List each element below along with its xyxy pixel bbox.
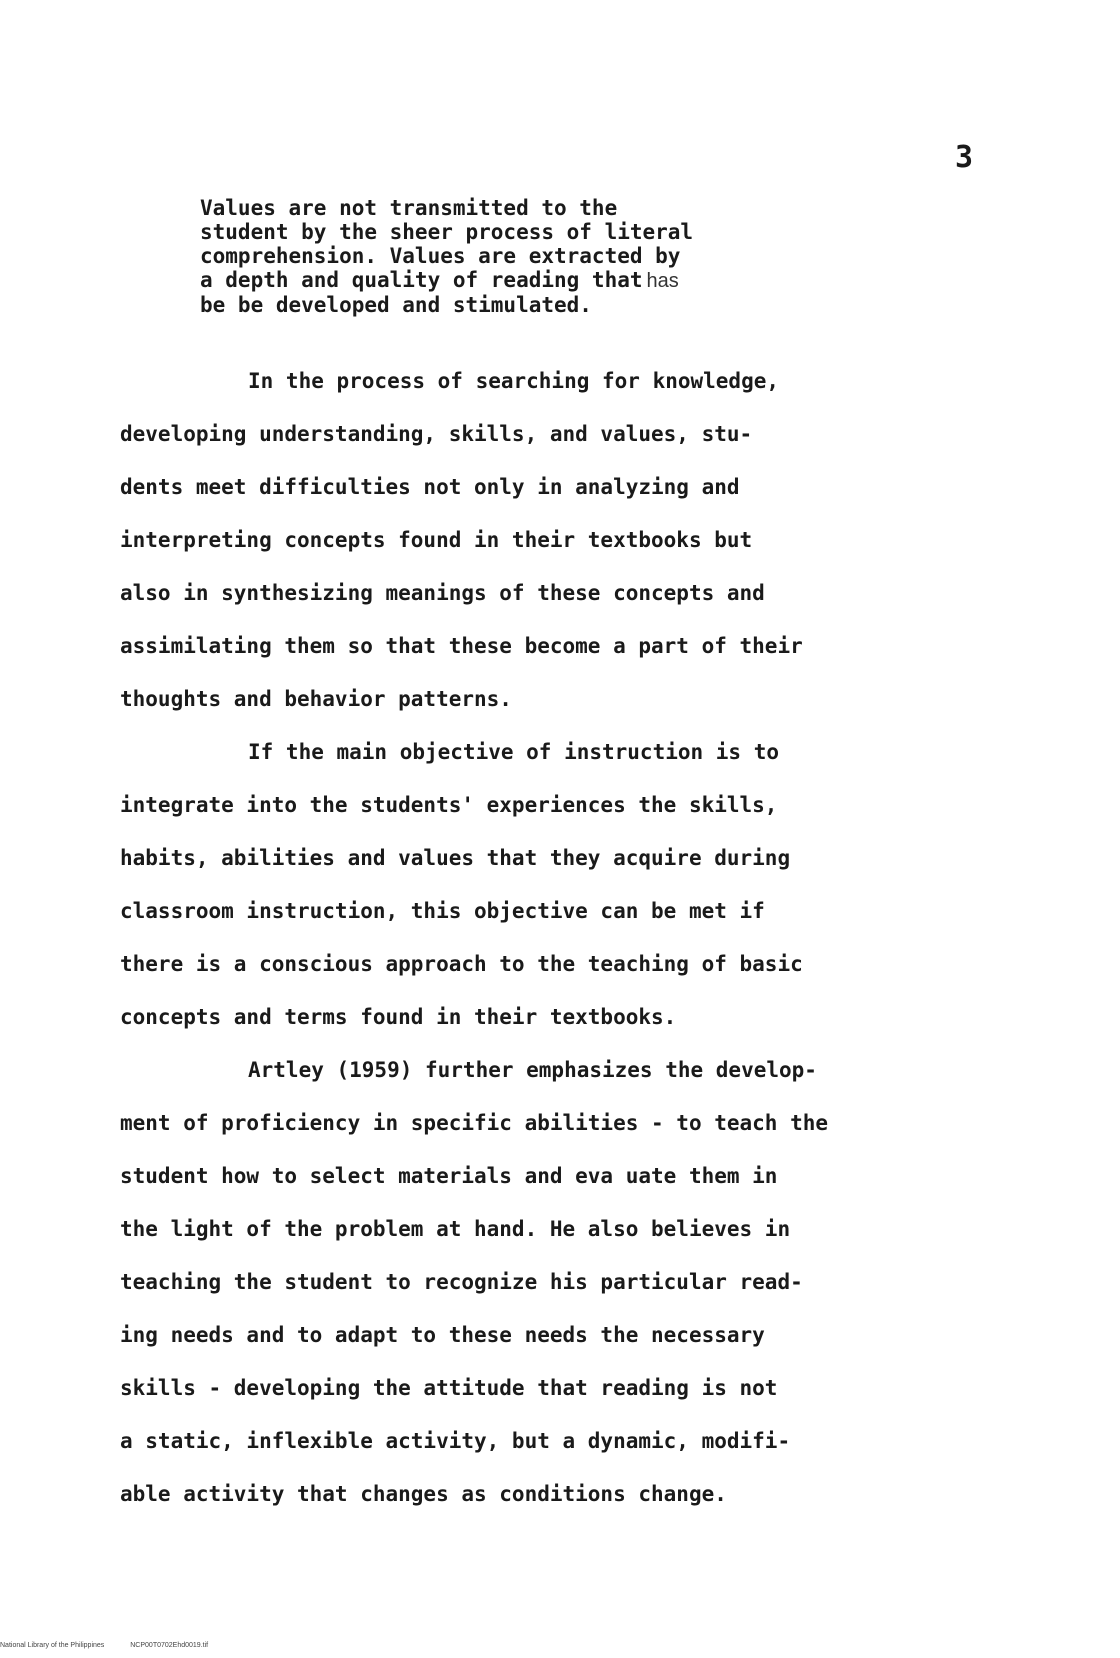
- text-line: assimilating them so that these become a part of their: [120, 634, 803, 658]
- text-line: thoughts and behavior patterns.: [120, 687, 512, 711]
- text-line: integrate into the students' experiences the skills,: [120, 793, 778, 817]
- text-line: teaching the student to recognize his particular read-: [120, 1270, 803, 1294]
- text-line: interpreting concepts found in their textbooks but: [120, 528, 753, 552]
- text-line: able activity that changes as conditions change.: [120, 1482, 727, 1506]
- footer-library: National Library of the Philippines: [0, 1642, 105, 1649]
- quote-line-text: a depth and quality of reading that: [200, 268, 643, 292]
- quote-line: Values are not transmitted to the: [200, 196, 618, 220]
- text-line: student how to select materials and eva uate them in: [120, 1164, 778, 1188]
- quote-line: [200, 268, 860, 293]
- body-text: [120, 355, 1020, 1521]
- paragraph-1: [120, 355, 1020, 726]
- block-quote: [200, 196, 860, 317]
- quote-line: be be developed and stimulated.: [200, 293, 592, 317]
- handwritten-insertion: has: [646, 270, 679, 292]
- text-line: Artley (1959) further emphasizes the develop-: [248, 1058, 817, 1082]
- quote-line: student by the sheer process of literal: [200, 220, 694, 244]
- text-line: there is a conscious approach to the teaching of basic: [120, 952, 803, 976]
- text-line: developing understanding, skills, and values, stu-: [120, 422, 753, 446]
- scan-footer: [0, 1642, 232, 1649]
- text-line: the light of the problem at hand. He also believes in: [120, 1217, 791, 1241]
- text-line: habits, abilities and values that they acquire during: [120, 846, 791, 870]
- text-line: classroom instruction, this objective can be met if: [120, 899, 765, 923]
- footer-filename: NCP00T0702Ehd0019.tif: [130, 1642, 209, 1649]
- text-line: also in synthesizing meanings of these concepts and: [120, 581, 765, 605]
- text-line: If the main objective of instruction is to: [248, 740, 780, 764]
- paragraph-3: [120, 1044, 1020, 1521]
- text-line: a static, inflexible activity, but a dynamic, modifi-: [120, 1429, 791, 1453]
- text-line: skills - developing the attitude that reading is not: [120, 1376, 778, 1400]
- page-number: 3: [955, 140, 974, 175]
- text-line: ment of proficiency in specific abilities - to teach the: [120, 1111, 829, 1135]
- text-line: concepts and terms found in their textbooks.: [120, 1005, 677, 1029]
- paragraph-2: [120, 726, 1020, 1044]
- text-line: In the process of searching for knowledge,: [248, 369, 780, 393]
- quote-line: comprehension. Values are extracted by: [200, 244, 681, 268]
- text-line: ing needs and to adapt to these needs the necessary: [120, 1323, 765, 1347]
- text-line: dents meet difficulties not only in analyzing and: [120, 475, 740, 499]
